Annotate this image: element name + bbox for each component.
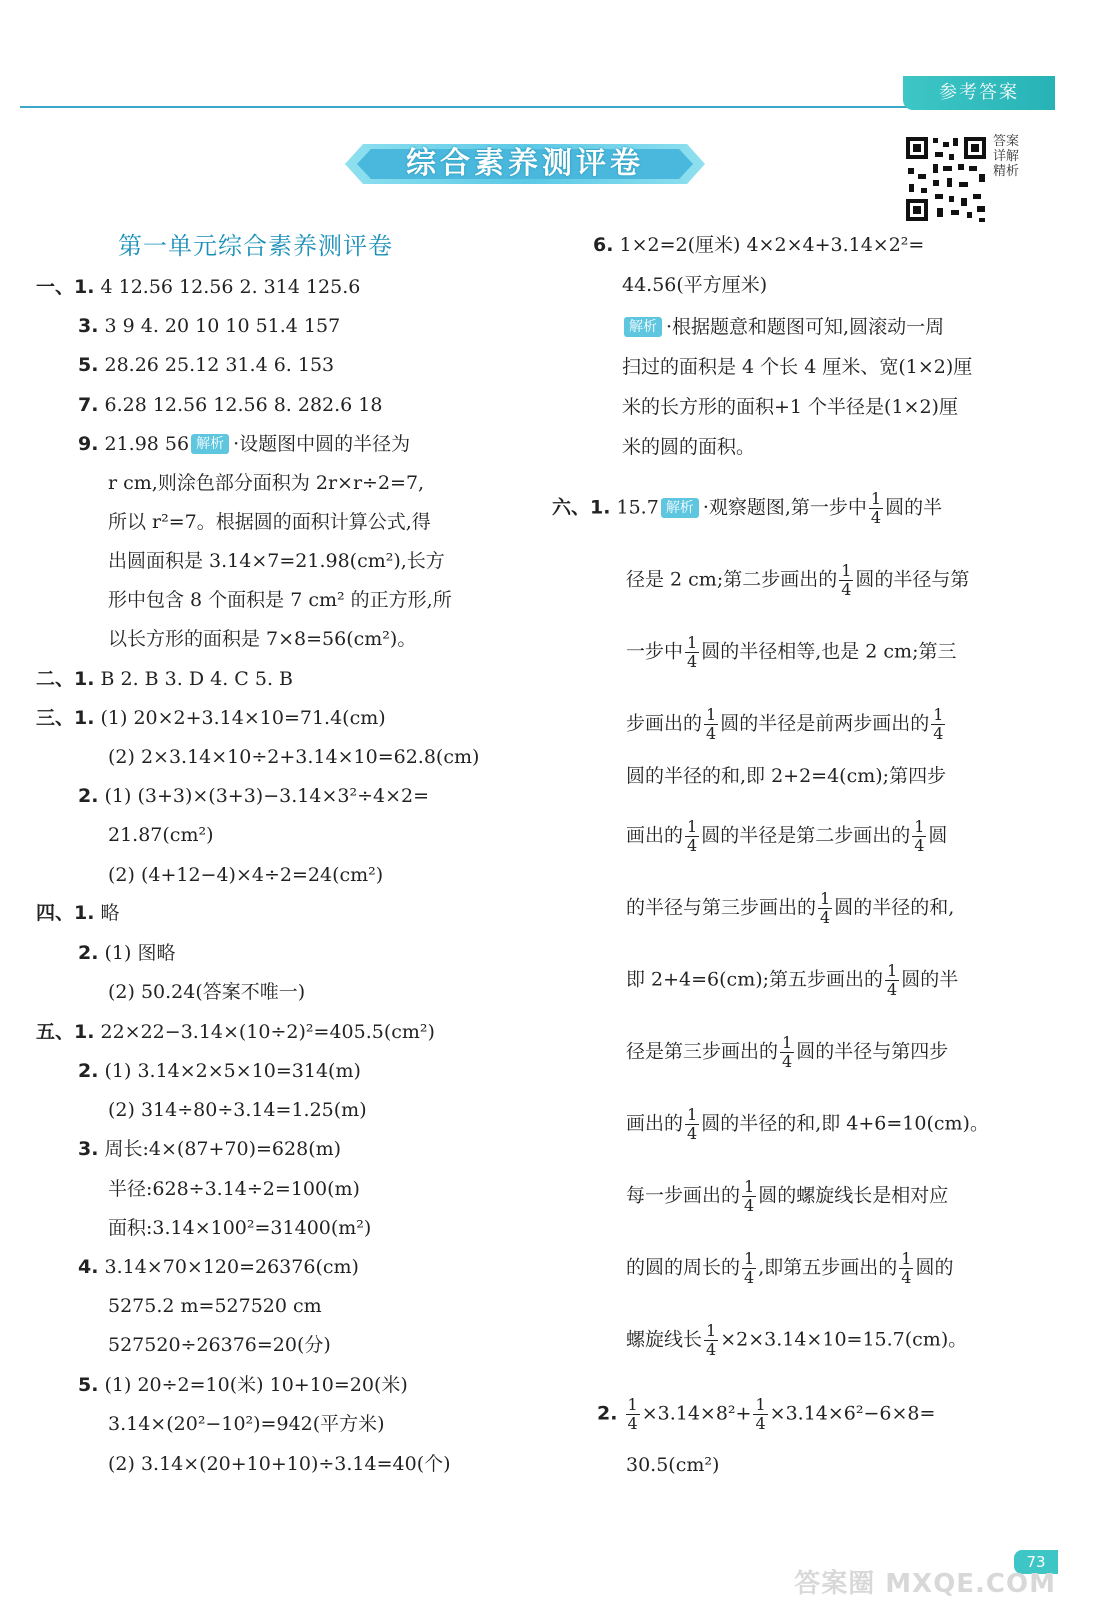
answer-line: 步画出的 $\frac{1}{4}$ 圆的半径是前两步画出的 $\frac{1}{4}$ bbox=[626, 705, 944, 743]
banner-title: 综合素养测评卷 bbox=[406, 146, 644, 181]
answer-line: 3. 周长:4×(87+70)=628(m) bbox=[78, 1138, 342, 1160]
fraction: $\frac{1}{4}$ bbox=[706, 1321, 717, 1359]
answer-line: 2. (1) (3+3)×(3+3)−3.14×3²÷4×2= bbox=[78, 785, 430, 807]
answer-line: 二、1. B 2. B 3. D 4. C 5. B bbox=[36, 668, 293, 690]
answer-line: (2) (4+12−4)×4÷2=24(cm²) bbox=[108, 864, 384, 886]
answer-line: 画出的 $\frac{1}{4}$ 圆的半径的和,即 4+6=10(cm)。 bbox=[626, 1105, 989, 1143]
answer-line: 5275.2 m=527520 cm bbox=[108, 1295, 322, 1317]
answer-line: (2) 50.24(答案不唯一) bbox=[108, 981, 306, 1003]
analysis-tag: 解析 bbox=[191, 434, 229, 454]
answer-line: r cm,则涂色部分面积为 2r×r÷2=7, bbox=[108, 472, 425, 494]
answer-line: 螺旋线长 $\frac{1}{4}$ ×2×3.14×10=15.7(cm)。 bbox=[626, 1321, 968, 1359]
answer-line: 527520÷26376=20(分) bbox=[108, 1334, 331, 1356]
fraction: $\frac{1}{4}$ bbox=[870, 489, 882, 527]
answer-line: 面积:3.14×100²=31400(m²) bbox=[108, 1217, 372, 1239]
answer-line: 米的圆的面积。 bbox=[622, 436, 756, 458]
answer-line: 六、1. 15.7 解析 ·观察题图,第一步中 $\frac{1}{4}$ 圆的半 bbox=[552, 489, 943, 527]
answer-line: 2. (1) 图略 bbox=[78, 942, 176, 964]
answer-line: (2) 2×3.14×10÷2+3.14×10=62.8(cm) bbox=[108, 746, 480, 768]
answer-line: 一、1. 4 12.56 12.56 2. 314 125.6 bbox=[36, 276, 361, 298]
answer-line: 径是 2 cm;第二步画出的 $\frac{1}{4}$ 圆的半径与第 bbox=[626, 561, 970, 599]
fraction: $\frac{1}{4}$ bbox=[901, 1249, 912, 1287]
answer-line: 圆的半径的和,即 2+2=4(cm);第四步 bbox=[626, 765, 947, 787]
answer-line: 扫过的面积是 4 个长 4 厘米、宽(1×2)厘 bbox=[622, 356, 973, 378]
answer-line: 半径:628÷3.14÷2=100(m) bbox=[108, 1178, 360, 1200]
fraction: $\frac{1}{4}$ bbox=[744, 1177, 755, 1215]
fraction: $\frac{1}{4}$ bbox=[914, 817, 925, 855]
answer-line: 画出的 $\frac{1}{4}$ 圆的半径是第二步画出的 $\frac{1}{4}$ 圆 bbox=[626, 817, 948, 855]
answer-line: 7. 6.28 12.56 12.56 8. 282.6 18 bbox=[78, 394, 383, 416]
qr-caption: 答案详解精析 bbox=[993, 134, 1020, 179]
answer-line: 径是第三步画出的 $\frac{1}{4}$ 圆的半径与第四步 bbox=[626, 1033, 949, 1071]
answer-line: 2. $\frac{1}{4}$ ×3.14×8²+ $\frac{1}{4}$ ×3.14×6²−6×8= bbox=[597, 1395, 936, 1433]
qr-icon bbox=[903, 134, 989, 224]
fraction: $\frac{1}{4}$ bbox=[841, 561, 852, 599]
section-banner bbox=[345, 140, 705, 188]
answer-line: 的圆的周长的 $\frac{1}{4}$ ,即第五步画出的 $\frac{1}{4}$ 圆的 bbox=[626, 1249, 954, 1287]
answer-line: 每一步画出的 $\frac{1}{4}$ 圆的螺旋线长是相对应 bbox=[626, 1177, 949, 1215]
answer-line: 21.87(cm²) bbox=[108, 824, 214, 846]
answer-line: 4. 3.14×70×120=26376(cm) bbox=[78, 1256, 359, 1278]
answer-line: 米的长方形的面积+1 个半径是(1×2)厘 bbox=[622, 396, 958, 418]
fraction: $\frac{1}{4}$ bbox=[627, 1395, 638, 1433]
fraction: $\frac{1}{4}$ bbox=[755, 1395, 766, 1433]
fraction: $\frac{1}{4}$ bbox=[782, 1033, 793, 1071]
fraction: $\frac{1}{4}$ bbox=[706, 705, 717, 743]
answer-line: 2. (1) 3.14×2×5×10=314(m) bbox=[78, 1060, 361, 1082]
answer-line: 一步中 $\frac{1}{4}$ 圆的半径相等,也是 2 cm;第三 bbox=[626, 633, 957, 671]
fraction: $\frac{1}{4}$ bbox=[687, 817, 698, 855]
answer-line: 30.5(cm²) bbox=[626, 1454, 720, 1476]
answer-line: 形中包含 8 个面积是 7 cm² 的正方形,所 bbox=[108, 589, 452, 611]
answer-line: 的半径与第三步画出的 $\frac{1}{4}$ 圆的半径的和, bbox=[626, 889, 955, 927]
answer-line: 5. (1) 20÷2=10(米) 10+10=20(米) bbox=[78, 1374, 408, 1396]
section-title: 第一单元综合素养测评卷 bbox=[118, 232, 393, 260]
analysis-tag: 解析 bbox=[624, 317, 662, 337]
answer-line: 以长方形的面积是 7×8=56(cm²)。 bbox=[108, 628, 417, 650]
answer-line: 6. 1×2=2(厘米) 4×2×4+3.14×2²= bbox=[593, 234, 925, 256]
answer-line: 解析 ·根据题意和题图可知,圆滚动一周 bbox=[622, 314, 944, 340]
answer-line: 所以 r²=7。根据圆的面积计算公式,得 bbox=[108, 511, 431, 533]
fraction: $\frac{1}{4}$ bbox=[933, 705, 944, 743]
answer-line: 三、1. (1) 20×2+3.14×10=71.4(cm) bbox=[36, 707, 386, 729]
answer-line: (2) 314÷80÷3.14=1.25(m) bbox=[108, 1099, 367, 1121]
answer-line: 3. 3 9 4. 20 10 10 51.4 157 bbox=[78, 315, 341, 337]
answer-line: (2) 3.14×(20+10+10)÷3.14=40(个) bbox=[108, 1453, 451, 1475]
answer-line: 9. 21.98 56 解析 ·设题图中圆的半径为 bbox=[78, 433, 411, 455]
header-tab: 参考答案 bbox=[903, 76, 1055, 110]
fraction: $\frac{1}{4}$ bbox=[687, 1105, 698, 1143]
answer-line: 五、1. 22×22−3.14×(10÷2)²=405.5(cm²) bbox=[36, 1021, 435, 1043]
qr-code[interactable] bbox=[903, 134, 989, 224]
page-number: 73 bbox=[1014, 1550, 1058, 1574]
analysis-tag: 解析 bbox=[661, 498, 699, 518]
fraction: $\frac{1}{4}$ bbox=[820, 889, 831, 927]
answer-line: 3.14×(20²−10²)=942(平方米) bbox=[108, 1413, 385, 1435]
answer-line: 出圆面积是 3.14×7=21.98(cm²),长方 bbox=[108, 550, 445, 572]
fraction: $\frac{1}{4}$ bbox=[687, 633, 698, 671]
answer-line: 5. 28.26 25.12 31.4 6. 153 bbox=[78, 354, 335, 376]
fraction: $\frac{1}{4}$ bbox=[887, 961, 898, 999]
header-rule bbox=[20, 106, 920, 108]
answer-line: 即 2+4=6(cm);第五步画出的 $\frac{1}{4}$ 圆的半 bbox=[626, 961, 959, 999]
answer-line: 44.56(平方厘米) bbox=[622, 274, 768, 296]
watermark: 答案圈 MXQE.COM bbox=[794, 1569, 1056, 1599]
answer-line: 四、1. 略 bbox=[36, 902, 120, 924]
fraction: $\frac{1}{4}$ bbox=[744, 1249, 755, 1287]
